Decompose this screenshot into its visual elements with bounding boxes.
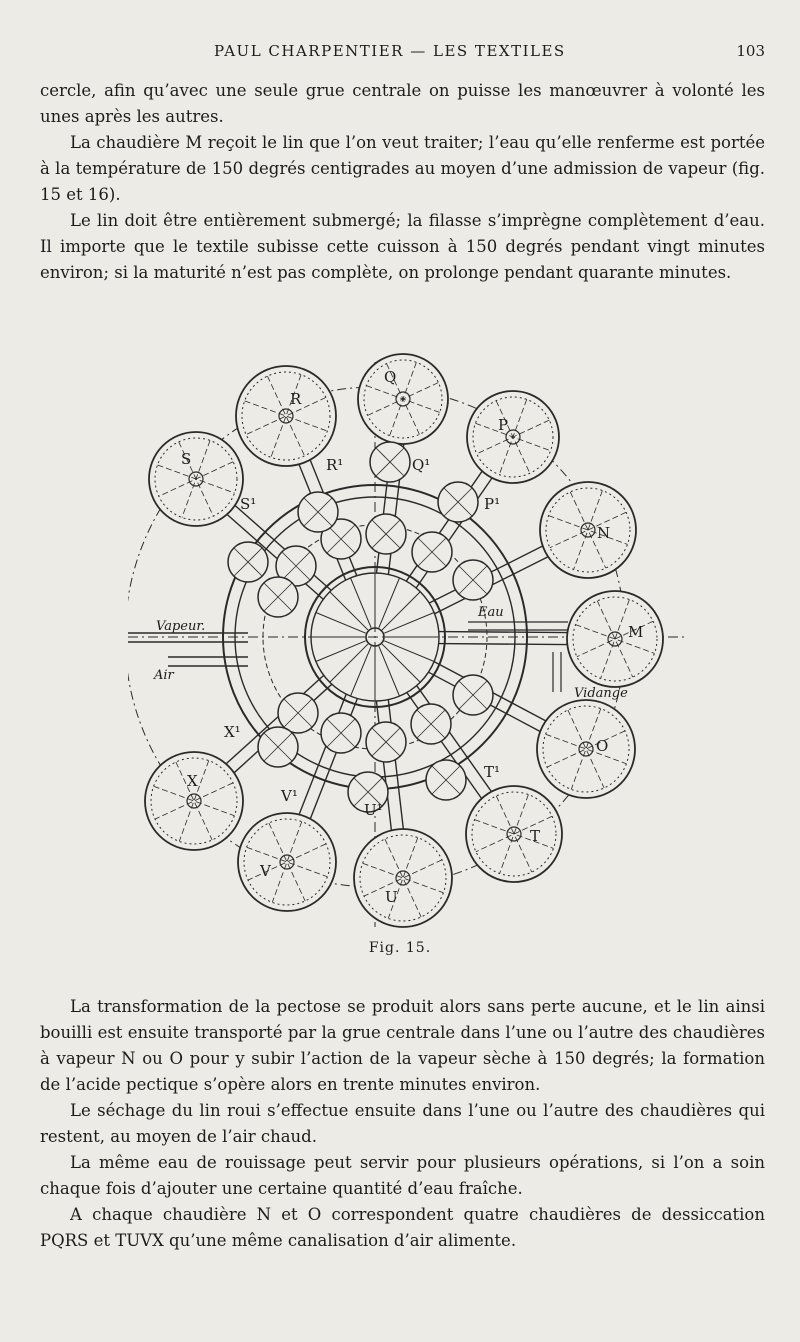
label-vapeur: Vapeur. — [156, 619, 206, 634]
page-header — [40, 40, 765, 64]
hub-spoke — [379, 578, 400, 628]
hub-spoke — [330, 592, 368, 630]
label-m: M — [628, 623, 644, 641]
figure-caption: Fig. 15. — [368, 940, 432, 956]
label-u1: U¹ — [364, 801, 383, 819]
label-v: V — [260, 862, 271, 880]
hub-spoke — [384, 613, 434, 634]
label-t: T — [530, 827, 541, 845]
label-q: Q — [384, 368, 397, 386]
label-v1: V¹ — [281, 787, 298, 805]
top-text-block — [40, 78, 765, 286]
vessel-m-arm — [439, 644, 567, 645]
vessel-r — [236, 366, 336, 466]
label-o: O — [596, 737, 609, 755]
label-q1: Q¹ — [412, 456, 431, 474]
label-s: S — [181, 450, 192, 468]
label-x: X — [187, 772, 198, 790]
label-t1: T¹ — [484, 763, 501, 781]
paragraph: Le séchage du lin roui s’effectue ensuite dans l’une ou l’autre des chaudières qui restent, au moyen de l’air chaud. — [40, 1101, 765, 1146]
hub-spoke — [316, 613, 366, 634]
label-p: P — [498, 416, 509, 434]
hub-spoke — [379, 646, 400, 696]
vessel-v — [238, 813, 336, 911]
hub-spoke — [384, 641, 434, 662]
hub-spoke — [316, 641, 366, 662]
label-vidange: Vidange — [574, 686, 628, 701]
apparatus-drawing — [128, 352, 688, 937]
label-air: Air — [154, 668, 174, 683]
vessel-m-arm — [439, 632, 567, 633]
label-n: N — [597, 524, 611, 542]
label-r: R — [290, 390, 302, 408]
label-s1: S¹ — [240, 495, 257, 513]
hub-spoke — [330, 644, 368, 682]
paragraph: A chaque chaudière N et O correspondent quatre chaudières de dessiccation PQRS et TUVX qu’une même canalisation d’air alimente. — [40, 1205, 765, 1250]
paragraph: La transformation de la pectose se produit alors sans perte aucune, et le lin ainsi bouilli est ensuite transporté par la grue centrale dans l’une ou l’autre des chaudières à vapeur N ou O pour y subir l’action de la vapeur sèche à 150 degrés; la formation de l’acide pectique s’opère alors en trente minutes environ. — [40, 997, 765, 1094]
hub-spoke — [351, 646, 372, 696]
label-x1: X¹ — [224, 723, 241, 741]
vessel-o — [537, 700, 635, 798]
vessel-u-arm — [388, 700, 403, 829]
bottom-text-block — [40, 994, 765, 1254]
paragraph: La même eau de rouissage peut servir pour plusieurs opérations, si l’on a soin chaque fois d’ajouter une certaine quantité d’eau fraîche. — [40, 1153, 765, 1198]
running-title: PAUL CHARPENTIER — LES TEXTILES — [214, 42, 566, 60]
label-r1: R¹ — [326, 456, 344, 474]
hub-spoke — [351, 578, 372, 628]
hub-spoke — [382, 592, 420, 630]
page-number: 103 — [736, 42, 765, 60]
paragraph: La chaudière M reçoit le lin que l’on veut traiter; l’eau qu’elle renferme est portée à la température de 150 degrés centigrades au moyen d’une admission de vapeur (fig. 15 et 16). — [40, 133, 765, 204]
paragraph: cercle, afin qu’avec une seule grue centrale on puisse les manœuvrer à volonté les unes après les autres. — [40, 81, 765, 126]
vessel-u — [354, 829, 452, 927]
vessel-x — [145, 752, 243, 850]
label-eau: Eau — [478, 605, 504, 620]
label-p1: P¹ — [484, 495, 501, 513]
paragraph: Le lin doit être entièrement submergé; la filasse s’imprègne complètement d’eau. Il importe que le textile subisse cette cuisson à 150 degrés pendant vingt minutes environ; si la maturité n’est pas complète, on prolonge pendant quarante minutes. — [40, 211, 765, 282]
label-u: U — [385, 888, 398, 906]
hub-spoke — [382, 644, 420, 682]
figure-15-retting-apparatus — [128, 352, 688, 937]
